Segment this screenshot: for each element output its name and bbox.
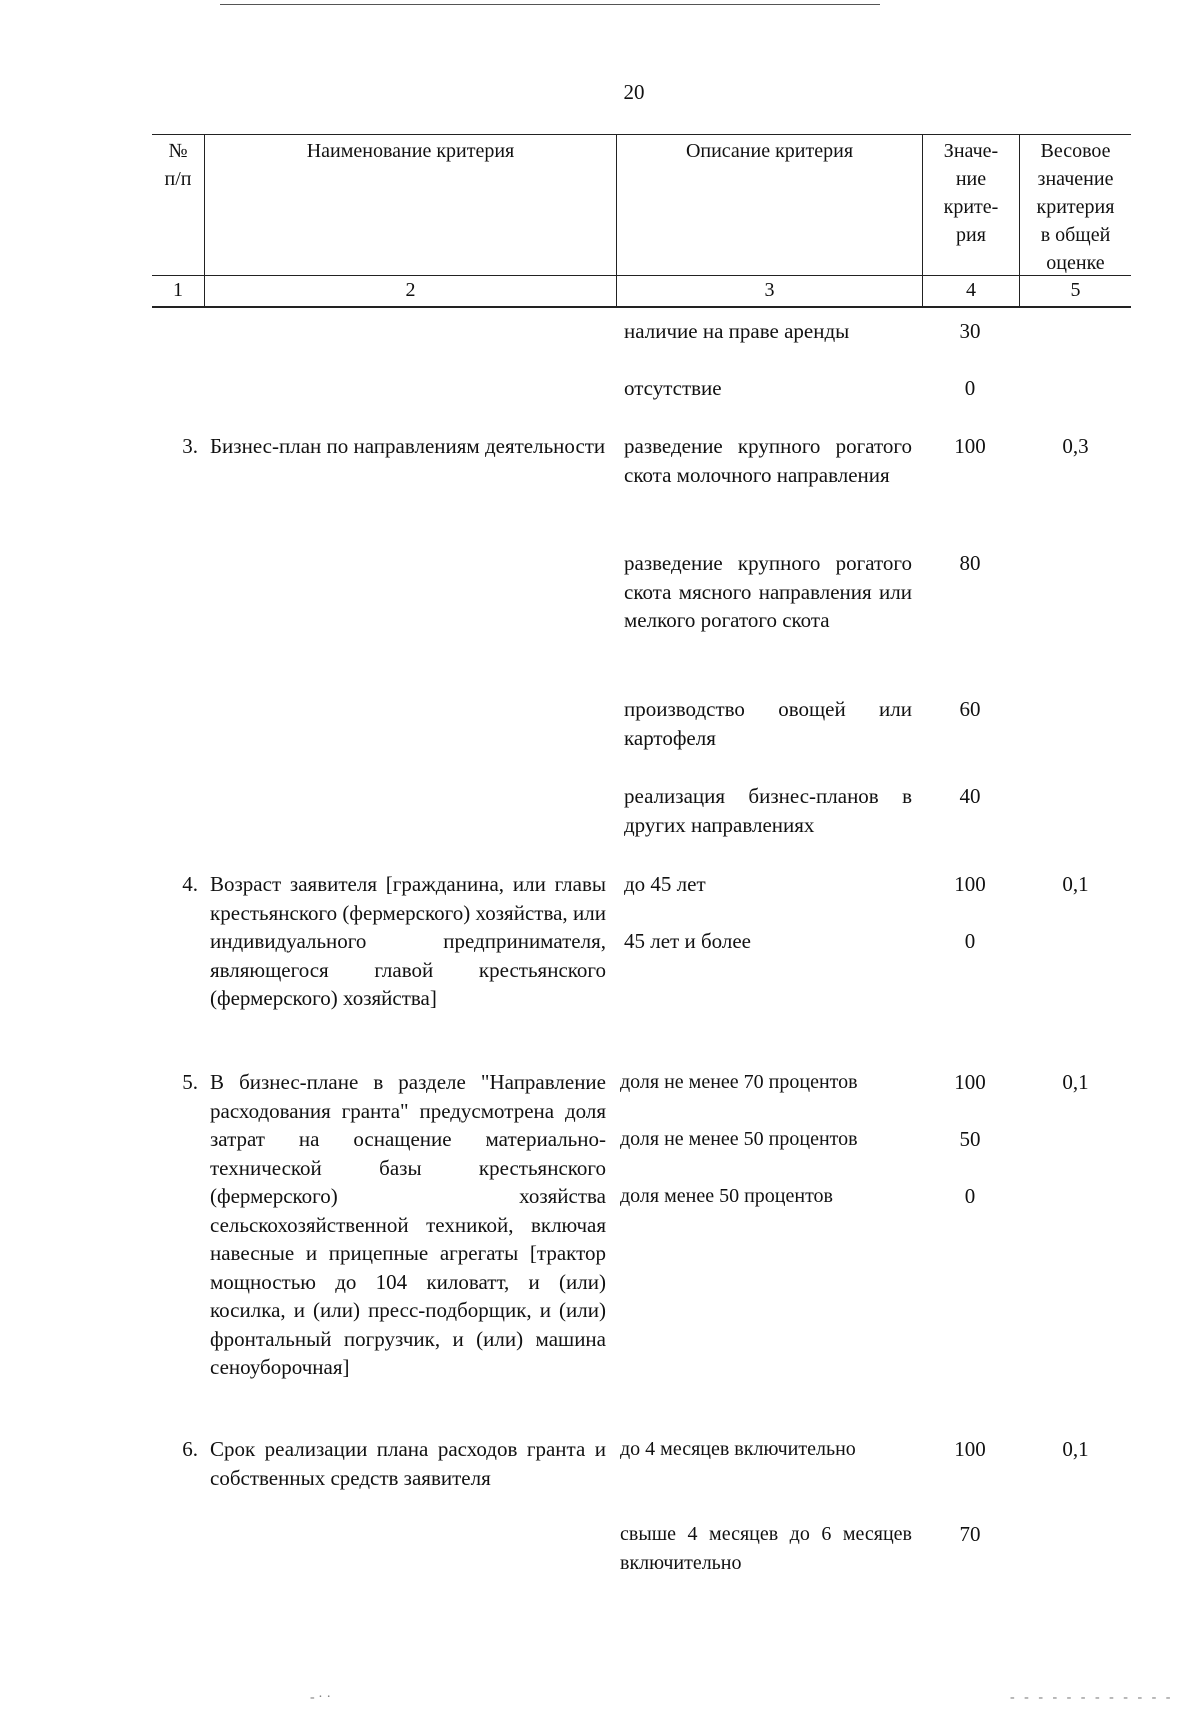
row3-opt2-description: разведение крупного рогатого скота мясного направления или мелкого рогатого скота bbox=[624, 551, 912, 632]
header-col-name-index: 2 bbox=[405, 279, 416, 301]
row5-opt1-description: доля не менее 70 процентов bbox=[620, 1071, 858, 1093]
row3-opt4-description: реализация бизнес-планов в других направлениях bbox=[624, 784, 912, 837]
row3-opt1-value: 100 bbox=[954, 434, 986, 458]
header-col-weight-label: Весовое значение критерия в общей оценке bbox=[1036, 140, 1115, 274]
row5-name: В бизнес-плане в разделе "Направление расходования гранта" предусмотрена доля затрат на оснащение материально-технической базы крестьянского (фермерского) хозяйства сельскохозяйственной техникой, включая навесные и прицепные агрегаты [трактор мощностью до 104 киловатт, и (или) косилка, и (или) пресс-подборщик, и (или) фронтальный погрузчик, и (или) машина сеноуборочная] bbox=[210, 1070, 606, 1379]
row3-opt4-value: 40 bbox=[959, 784, 981, 808]
row4-name: Возраст заявителя [гражданина, или главы крестьянского (фермерского) хозяйства, или индивидуального предпринимателя, являющегося главой крестьянского (фермерского) хозяйства] bbox=[210, 872, 606, 1010]
header-col-weight bbox=[1020, 135, 1131, 306]
row4-number: 4. bbox=[182, 872, 198, 896]
row4-opt1-description: до 45 лет bbox=[624, 872, 706, 896]
row5-opt2-value: 50 bbox=[959, 1127, 981, 1151]
row5-opt2-description: доля не менее 50 процентов bbox=[620, 1128, 858, 1150]
header-col-number-label: № п/п bbox=[164, 140, 192, 190]
header-col-description-index: 3 bbox=[764, 279, 775, 301]
row4-weight: 0,1 bbox=[1062, 872, 1089, 896]
row5-opt1-value: 100 bbox=[954, 1070, 986, 1094]
row6-opt2-description: свыше 4 месяцев до 6 месяцев включительно bbox=[620, 1523, 912, 1574]
cont-opt2-description: отсутствие bbox=[624, 376, 722, 400]
header-col-value-label: Значе- ние крите- рия bbox=[943, 140, 999, 246]
page-number: 20 bbox=[623, 80, 645, 104]
row6-opt1-description: до 4 месяцев включительно bbox=[620, 1438, 856, 1460]
header-col-number bbox=[152, 135, 205, 306]
scan-artifact-marks: - · · bbox=[310, 1690, 331, 1705]
cont-opt1-value: 30 bbox=[959, 319, 981, 343]
row5-weight: 0,1 bbox=[1062, 1070, 1089, 1094]
header-col-number-index: 1 bbox=[173, 279, 183, 301]
header-col-name-label: Наименование критерия bbox=[306, 140, 515, 162]
cont-opt2-value: 0 bbox=[964, 376, 976, 400]
scan-artifact-dashes: - - - - - - - - - - - - bbox=[1010, 1690, 1174, 1705]
row5-opt3-description: доля менее 50 процентов bbox=[620, 1185, 833, 1207]
row4-opt2-value: 0 bbox=[964, 929, 976, 953]
row6-opt1-value: 100 bbox=[954, 1437, 986, 1461]
row6-weight: 0,1 bbox=[1062, 1437, 1089, 1461]
row4-opt1-value: 100 bbox=[954, 872, 986, 896]
row5-opt3-value: 0 bbox=[964, 1184, 976, 1208]
row3-opt3-description: производство овощей или картофеля bbox=[624, 697, 912, 750]
row3-number: 3. bbox=[182, 434, 198, 458]
header-col-value bbox=[923, 135, 1020, 306]
row3-name: Бизнес-план по направлениям деятельности bbox=[210, 434, 606, 458]
header-col-name bbox=[205, 135, 617, 306]
row6-opt2-value: 70 bbox=[959, 1522, 981, 1546]
row4-opt2-description: 45 лет и более bbox=[624, 929, 751, 953]
row3-opt3-value: 60 bbox=[959, 697, 981, 721]
row5-number: 5. bbox=[182, 1070, 198, 1094]
header-col-value-index: 4 bbox=[966, 279, 976, 301]
header-col-description-label: Описание критерия bbox=[685, 140, 854, 162]
header-col-description bbox=[617, 135, 923, 306]
row3-opt1-description: разведение крупного рогатого скота молочного направления bbox=[624, 434, 912, 487]
table-header bbox=[152, 134, 1131, 308]
row6-number: 6. bbox=[182, 1437, 198, 1461]
header-col-weight-index: 5 bbox=[1070, 279, 1081, 301]
row3-opt2-value: 80 bbox=[959, 551, 981, 575]
scan-artifact-line bbox=[220, 4, 880, 5]
cont-opt1-description: наличие на праве аренды bbox=[624, 319, 850, 343]
row3-weight: 0,3 bbox=[1062, 434, 1089, 458]
row6-name: Срок реализации плана расходов гранта и собственных средств заявителя bbox=[210, 1437, 606, 1490]
